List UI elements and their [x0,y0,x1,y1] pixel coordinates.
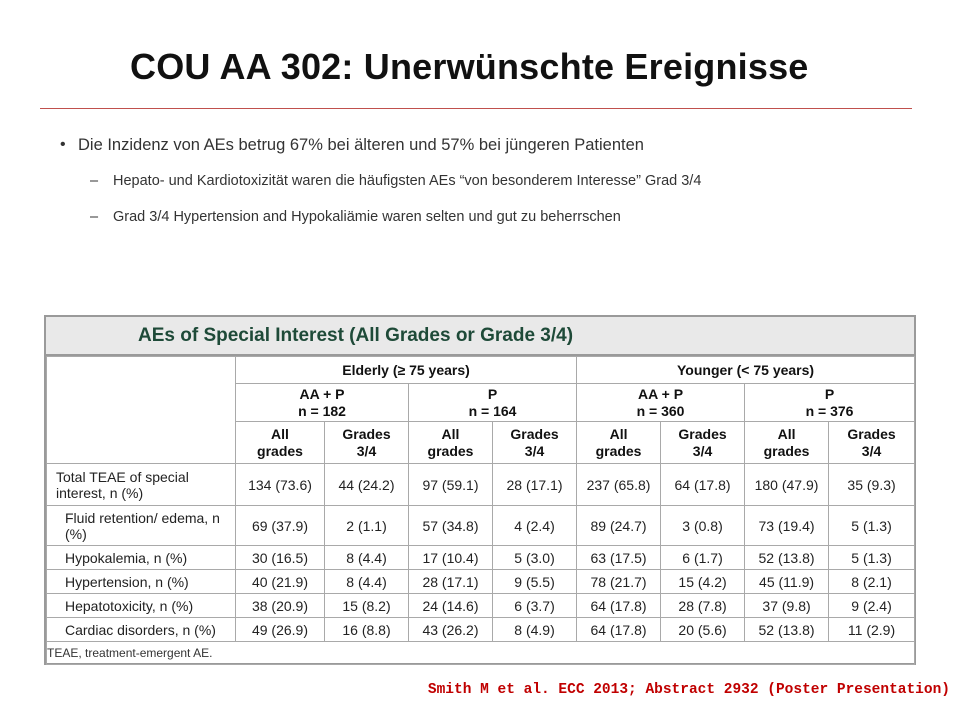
grade-header-line: 3/4 [861,442,882,459]
row-label: Fluid retention/ edema, n (%) [47,506,236,546]
table-cell: 5 (1.3) [829,506,915,546]
bullet-item [58,133,918,157]
table-cell: 38 (20.9) [236,594,325,618]
row-label: Cardiac disorders, n (%) [47,618,236,642]
grade-header-line: Grades [342,425,391,442]
grade-header-line: grades [595,442,642,459]
arm-n: n = 360 [636,402,685,419]
sub-bullet-text: Grad 3/4 Hypertension and Hypokaliämie waren selten und gut zu beherrschen [113,209,621,225]
table-cell: 5 (1.3) [829,546,915,570]
table-cell: 28 (17.1) [493,464,577,506]
grade-header [409,422,493,464]
table-cell: 134 (73.6) [236,464,325,506]
table-title: AEs of Special Interest (All Grades or Grade 3/4) [138,325,574,346]
table-cell: 28 (7.8) [661,594,745,618]
table-row [47,464,915,506]
row-label: Hypertension, n (%) [47,570,236,594]
table-cell: 17 (10.4) [409,546,493,570]
table-row [47,570,915,594]
row-label: Hypokalemia, n (%) [47,546,236,570]
bullet-list [58,133,918,229]
table-cell: 97 (59.1) [409,464,493,506]
row-label: Hepatotoxicity, n (%) [47,594,236,618]
grade-header-line: Grades [510,425,559,442]
grade-header-line: 3/4 [692,442,713,459]
grade-header [325,422,409,464]
table-cell: 180 (47.9) [745,464,829,506]
table-cell: 20 (5.6) [661,618,745,642]
table-row [47,506,915,546]
grade-header [236,422,325,464]
table-cell: 73 (19.4) [745,506,829,546]
grade-header-line: All [271,425,289,442]
arm-name: P [824,385,835,402]
table-footnote-row [47,642,915,665]
arm-header [745,384,915,422]
arm-n: n = 182 [298,402,346,419]
table-corner-cell [47,357,236,464]
table-cell: 16 (8.8) [325,618,409,642]
table-cell: 43 (26.2) [409,618,493,642]
table-cell: 11 (2.9) [829,618,915,642]
grade-header-line: 3/4 [356,442,377,459]
grade-header-line: All [609,425,628,442]
table-cell: 52 (13.8) [745,618,829,642]
sub-bullet-text: Hepato- und Kardiotoxizität waren die häufigsten AEs “von besonderem Interesse” Grad 3/4 [113,173,702,189]
table-cell: 24 (14.6) [409,594,493,618]
grade-header [745,422,829,464]
arm-header [409,384,577,422]
table-cell: 35 (9.3) [829,464,915,506]
table-cell: 64 (17.8) [577,594,661,618]
grade-header-line: All [777,425,796,442]
table-cell: 4 (2.4) [493,506,577,546]
table-cell: 3 (0.8) [661,506,745,546]
table-group-header-row [47,357,915,384]
table-footnote: TEAE, treatment-emergent AE. [47,642,915,665]
grade-header-line: grades [427,442,474,459]
table-cell: 37 (9.8) [745,594,829,618]
grade-header [577,422,661,464]
table-cell: 237 (65.8) [577,464,661,506]
table-cell: 8 (4.9) [493,618,577,642]
table-cell: 9 (2.4) [829,594,915,618]
grade-header [661,422,745,464]
slide-title: COU AA 302: Unerwünschte Ereignisse [130,46,809,87]
grade-header-line: Grades [678,425,727,442]
grade-header [493,422,577,464]
table-cell: 30 (16.5) [236,546,325,570]
grade-header-line: 3/4 [524,442,545,459]
dash-icon: – [90,209,99,225]
table-row [47,546,915,570]
table-cell: 15 (8.2) [325,594,409,618]
table-cell: 6 (1.7) [661,546,745,570]
table-cell: 2 (1.1) [325,506,409,546]
table-cell: 5 (3.0) [493,546,577,570]
grade-header-line: grades [763,442,810,459]
table-cell: 52 (13.8) [745,546,829,570]
sub-bullet-item [58,169,918,193]
ae-table-image [44,315,916,665]
grade-header-line: All [441,425,460,442]
title-divider [40,108,912,109]
table-row [47,618,915,642]
grade-header-line: grades [257,442,303,459]
table-cell: 64 (17.8) [661,464,745,506]
arm-name: AA + P [299,385,345,402]
table-row [47,594,915,618]
table-cell: 89 (24.7) [577,506,661,546]
table-title-bar [46,317,914,356]
arm-header [236,384,409,422]
grade-header [829,422,915,464]
bullet-text: Die Inzidenz von AEs betrug 67% bei älteren und 57% bei jüngeren Patienten [78,136,644,154]
table-cell: 6 (3.7) [493,594,577,618]
dash-icon: – [90,173,99,189]
table-cell: 8 (4.4) [325,546,409,570]
ae-table [46,356,915,665]
arm-header [577,384,745,422]
row-label: Total TEAE of special interest, n (%) [47,464,236,506]
table-cell: 63 (17.5) [577,546,661,570]
group-header-younger: Younger (< 75 years) [577,357,915,384]
bullet-dot-icon: • [60,136,66,153]
group-header-elderly: Elderly (≥ 75 years) [236,357,577,384]
sub-bullet-item [58,205,918,229]
table-cell: 8 (4.4) [325,570,409,594]
source-citation: Smith M et al. ECC 2013; Abstract 2932 (Poster Presentation) [427,682,950,698]
table-cell: 28 (17.1) [409,570,493,594]
arm-name: AA + P [638,385,684,402]
grade-header-line: Grades [847,425,896,442]
table-cell: 8 (2.1) [829,570,915,594]
arm-n: n = 164 [468,402,517,419]
table-cell: 40 (21.9) [236,570,325,594]
table-cell: 64 (17.8) [577,618,661,642]
table-cell: 78 (21.7) [577,570,661,594]
table-cell: 44 (24.2) [325,464,409,506]
arm-n: n = 376 [805,402,854,419]
table-cell: 69 (37.9) [236,506,325,546]
table-cell: 15 (4.2) [661,570,745,594]
arm-name: P [487,385,498,402]
table-cell: 9 (5.5) [493,570,577,594]
table-cell: 57 (34.8) [409,506,493,546]
table-cell: 45 (11.9) [745,570,829,594]
table-cell: 49 (26.9) [236,618,325,642]
